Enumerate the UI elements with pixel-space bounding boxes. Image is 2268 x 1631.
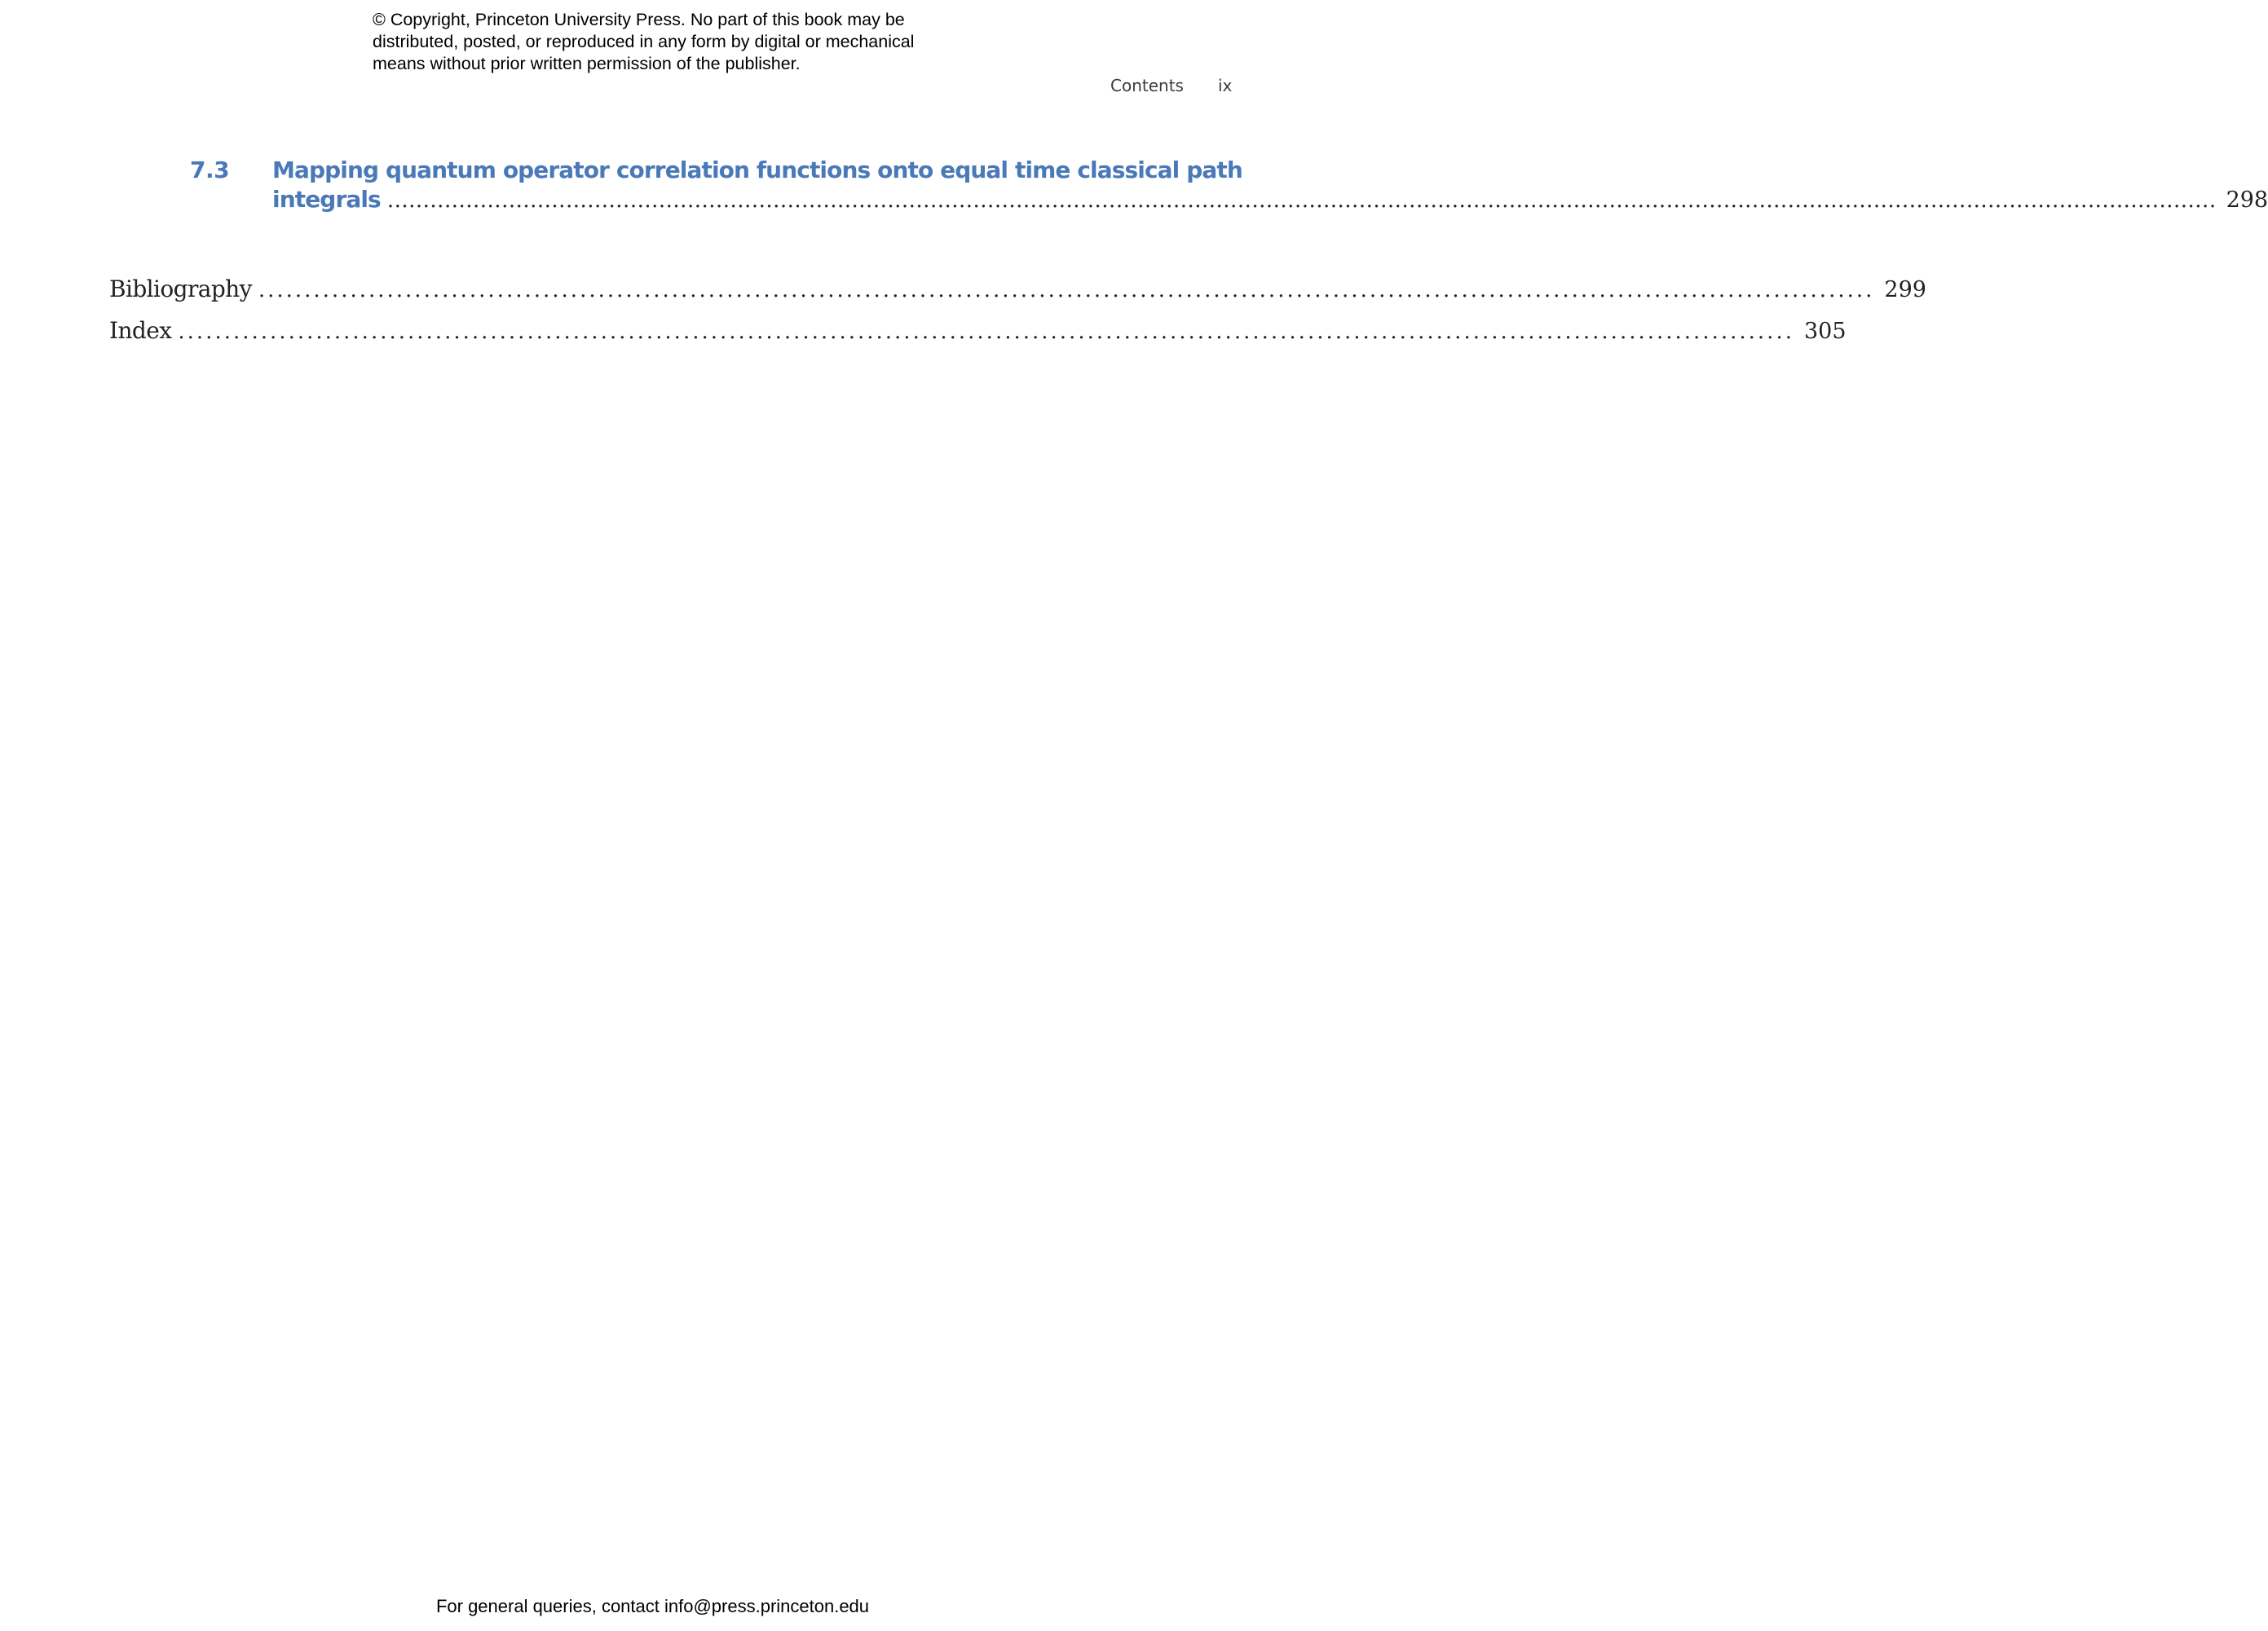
copyright-line: © Copyright, Princeton University Press. No part of this book may be — [373, 10, 905, 29]
footer-contact: For general queries, contact info@press.princeton.edu — [435, 1596, 870, 1616]
entry-page-number: 305 — [1803, 319, 1847, 344]
toc-entry-bibliography — [109, 276, 1926, 311]
dot-leader: ................................................................................................................................................................................................................................................................ — [386, 188, 2217, 213]
section-title-line-2: integrals — [272, 186, 381, 213]
toc-entry-index — [109, 317, 1847, 353]
copyright-notice — [373, 9, 960, 75]
section-title-line-2-row — [272, 186, 2268, 218]
section-page-number: 298 — [2226, 187, 2268, 213]
section-title-line-1: Mapping quantum operator correlation functions onto equal time classical path — [272, 156, 1242, 183]
dot-leader: ................................................................................................................................................................................ — [258, 278, 1875, 302]
running-head-title: Contents — [1110, 76, 1184, 95]
running-head — [0, 76, 1305, 100]
section-number: 7.3 — [190, 156, 230, 183]
copyright-line: means without prior written permission of the publisher. — [373, 54, 801, 73]
toc-section-entry — [0, 156, 2268, 222]
entry-title: Index — [109, 317, 172, 344]
copyright-line: distributed, posted, or reproduced in any form by digital or mechanical — [373, 32, 915, 51]
dot-leader: ................................................................................................................................................................................ — [178, 320, 1794, 344]
running-head-page-number: ix — [1218, 76, 1233, 95]
entry-page-number: 299 — [1884, 277, 1926, 302]
entry-title: Bibliography — [109, 276, 252, 302]
